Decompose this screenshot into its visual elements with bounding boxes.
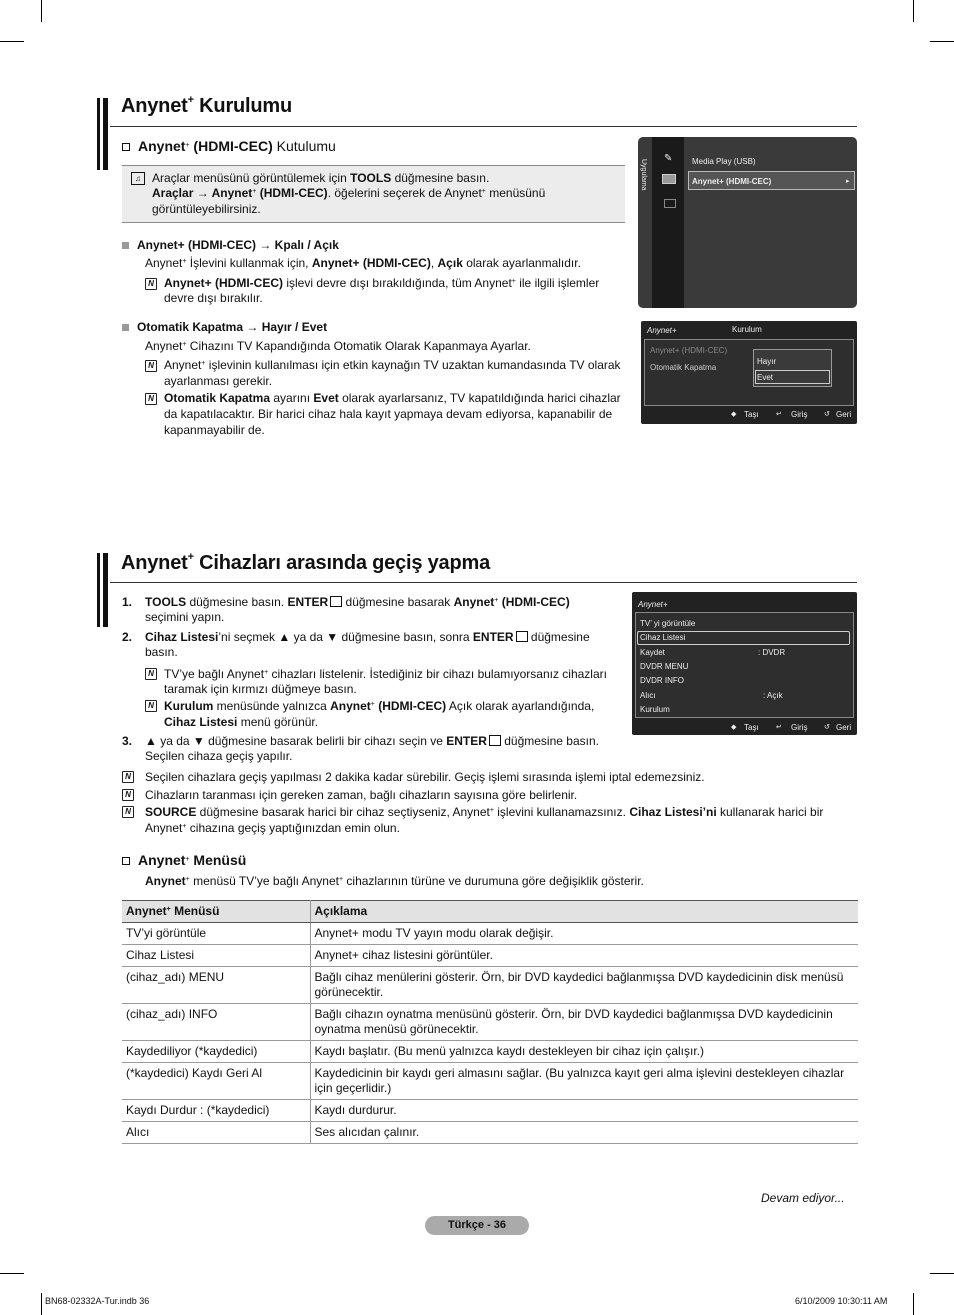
- table-cell-desc: Anynet+ modu TV yayın modu olarak değişir.: [310, 923, 858, 945]
- table-row: [122, 1100, 858, 1122]
- anynet-logo: Anynet+: [638, 600, 668, 609]
- anynet-logo: Anynet+: [647, 326, 677, 335]
- item2-line: Anynet+ Cihazını TV Kapandığında Otomatik Olarak Kapanmaya Ayarlar.: [145, 339, 531, 353]
- table-cell-menu: (*kaydedici) Kaydı Geri Al: [122, 1063, 310, 1100]
- note-icon: N: [122, 806, 134, 818]
- note-icon: N: [145, 393, 157, 405]
- crop-mark: [41, 0, 42, 22]
- item1-title: Anynet+ (HDMI-CEC) → Kpalı / Açık: [122, 238, 339, 254]
- note-icon: N: [145, 278, 157, 290]
- table-cell-menu: (cihaz_adı) INFO: [122, 1004, 310, 1041]
- nav-back: Geri: [836, 410, 852, 419]
- table-row: [122, 945, 858, 967]
- item2-note2-line2: da kapatılacaktır. Bir harici cihaz hala kayıt yapmaya devam ediyorsa, kapanabilir de: [164, 407, 613, 421]
- crop-mark: [930, 1273, 954, 1274]
- note-icon: N: [122, 771, 134, 783]
- crop-mark: [913, 0, 914, 22]
- table-row: [122, 967, 858, 1004]
- osd-record-value: : DVDR: [758, 648, 786, 657]
- osd-row-record[interactable]: Kaydet: [640, 648, 665, 657]
- section-bar: [97, 98, 100, 170]
- enter-icon: ↵: [776, 724, 782, 731]
- table-cell-menu: Cihaz Listesi: [122, 945, 310, 967]
- item2-note1: Anynet+ işlevinin kullanılması için etkin kaynağın TV uzaktan kumandasında TV olarak: [164, 358, 621, 372]
- osd-row-auto-off[interactable]: Otomatik Kapatma: [650, 363, 717, 372]
- table-cell-desc: Bağlı cihazın oynatma menüsünü gösterir. Örn, bir DVD kaydedici bağlanmışsa DVD kaydedicinin oynatma menüsü görünecektir.: [310, 1004, 858, 1041]
- section-bar: [97, 553, 100, 627]
- osd-side-label: Uygulama: [640, 159, 647, 191]
- step1-line2: seçimini yapın.: [145, 610, 225, 624]
- step2-note1: TV’ye bağlı Anynet+ cihazları listelenir. İstediğiniz bir cihazı bulamıyorsanız cihazları: [164, 667, 607, 681]
- return-icon: ↺: [824, 724, 830, 731]
- step3-text: ▲ ya da ▼ düğmesine basarak belirli bir cihazı seçin ve ENTER düğmesine basın.: [145, 734, 599, 748]
- anynet-menu-table: [122, 900, 858, 1144]
- table-cell-menu: Kaydediliyor (*kaydedici): [122, 1041, 310, 1063]
- osd-item-anynet[interactable]: Anynet+ (HDMI-CEC): [692, 177, 772, 186]
- updown-icon: ◆: [731, 411, 737, 418]
- table-cell-menu: TV’yi görüntüle: [122, 923, 310, 945]
- tools-line3: görüntüleyebilirsiniz.: [152, 202, 261, 216]
- osd-row-dvdr-info[interactable]: DVDR INFO: [640, 676, 684, 685]
- note-icon: N: [122, 789, 134, 801]
- osd-application-menu: [638, 137, 857, 308]
- table-cell-desc: Anynet+ cihaz listesini görüntüler.: [310, 945, 858, 967]
- enter-icon: ↵: [776, 411, 782, 418]
- note-icon: N: [145, 360, 157, 372]
- step1-num: 1.: [122, 595, 133, 609]
- step2-text: Cihaz Listesi’ni seçmek ▲ ya da ▼ düğmesine basın, sonra ENTER düğmesine: [145, 630, 590, 644]
- footer-date: 6/10/2009 10:30:11 AM: [795, 1296, 888, 1306]
- tools-line2: Araçlar → Anynet+ (HDMI-CEC). öğelerini seçerek de Anynet+ menüsünü: [152, 186, 546, 200]
- return-icon: ↺: [824, 411, 830, 418]
- table-header-desc: Açıklama: [310, 901, 858, 923]
- section-bar: [103, 98, 108, 170]
- osd-option-no[interactable]: Hayır: [757, 357, 777, 366]
- crop-mark: [41, 1293, 42, 1315]
- osd-row-device-list[interactable]: Cihaz Listesi: [640, 633, 686, 642]
- item1-note-line2: devre dışı bırakılır.: [164, 291, 263, 305]
- nav-move: Taşı: [744, 723, 759, 732]
- arrow-right-icon: ▸: [846, 178, 850, 185]
- table-row: [122, 1122, 858, 1144]
- table-row: [122, 1004, 858, 1041]
- table-row: [122, 923, 858, 945]
- osd-row-setup[interactable]: Kurulum: [640, 705, 670, 714]
- table-cell-desc: Ses alıcıdan çalınır.: [310, 1122, 858, 1144]
- table-header: [122, 901, 858, 923]
- tools-icon: ♫: [131, 172, 145, 185]
- continued-text: Devam ediyor...: [761, 1191, 845, 1205]
- crop-mark: [0, 1273, 24, 1274]
- step1-text: TOOLS düğmesine basın. ENTER düğmesine basarak Anynet+ (HDMI-CEC): [145, 595, 570, 609]
- wrench-icon: ✎: [664, 153, 673, 164]
- monitor-icon: [662, 174, 676, 184]
- osd-option-yes[interactable]: Evet: [757, 373, 774, 382]
- table-row: [122, 1041, 858, 1063]
- step2-note2: Kurulum menüsünde yalnızca Anynet+ (HDMI-CEC) Açık olarak ayarlandığında,: [164, 699, 595, 713]
- nav-enter: Giriş: [791, 723, 808, 732]
- page-number: Türkçe - 36: [425, 1216, 529, 1235]
- osd-item-media-play[interactable]: Media Play (USB): [692, 157, 756, 166]
- section2-note3-line2: Anynet+ cihazına geçiş yaptığınızdan emin olun.: [145, 821, 400, 835]
- table-row: [122, 1063, 858, 1100]
- step2-note1-line2: taramak için kırmızı düğmeye basın.: [164, 682, 357, 696]
- osd-row-anynet: Anynet+ (HDMI-CEC): [650, 346, 728, 355]
- section1-title: Anynet+ Kurulumu: [121, 94, 293, 117]
- item2-note2: Otomatik Kapatma ayarını Evet olarak ayarlarsanız, TV kapatıldığında harici cihazlar: [164, 391, 621, 405]
- nav-enter: Giriş: [791, 410, 808, 419]
- tools-line1: Araçlar menüsünü görüntülemek için TOOLS düğmesine basın.: [152, 171, 490, 185]
- crop-mark: [913, 1293, 914, 1315]
- table-cell-menu: (cihaz_adı) MENU: [122, 967, 310, 1004]
- table-cell-menu: Alıcı: [122, 1122, 310, 1144]
- nav-back: Geri: [836, 723, 852, 732]
- table-cell-desc: Kaydı başlatır. (Bu menü yalnızca kaydı destekleyen bir cihaz için çalışır.): [310, 1041, 858, 1063]
- item2-title: Otomatik Kapatma → Hayır / Evet: [122, 320, 327, 336]
- table-cell-desc: Bağlı cihaz menülerini gösterir. Örn, bir DVD kaydedici bağlanmışsa DVD kaydedicinin disk menüsü görünecektir.: [310, 967, 858, 1004]
- title-rule: [110, 582, 857, 583]
- item2-note2-line3: kapanmayabilir de.: [164, 423, 265, 437]
- table-header-menu: Anynet+ Menüsü: [122, 901, 310, 923]
- osd-row-dvdr-menu[interactable]: DVDR MENU: [640, 662, 689, 671]
- table-cell-desc: Kaydı durdurur.: [310, 1100, 858, 1122]
- title-rule: [110, 126, 857, 127]
- updown-icon: ◆: [731, 724, 737, 731]
- osd-row-receiver[interactable]: Alıcı: [640, 691, 656, 700]
- item1-line: Anynet+ İşlevini kullanmak için, Anynet+ (HDMI-CEC), Açık olarak ayarlanmalıdır.: [145, 256, 581, 270]
- menu-description: Anynet+ menüsü TV’ye bağlı Anynet+ cihazlarının türüne ve durumuna göre değişiklik gösterir.: [145, 874, 644, 888]
- crop-mark: [930, 41, 954, 42]
- item2-note1-line2: ayarlanması gerekir.: [164, 374, 273, 388]
- step3-num: 3.: [122, 734, 133, 748]
- step2-line2: basın.: [145, 645, 178, 659]
- section2-note1: Seçilen cihazlara geçiş yapılması 2 dakika kadar sürebilir. Geçiş işlemi sırasında işlemi iptal edemezsiniz.: [145, 770, 705, 784]
- sub-heading: Anynet+ (HDMI-CEC) Kutulumu: [122, 139, 336, 155]
- menu-heading: Anynet+ Menüsü: [122, 853, 246, 869]
- section2-note2: Cihazların taranması için gereken zaman, bağlı cihazların sayısına göre belirlenir.: [145, 788, 578, 802]
- step3-line2: Seçilen cihaza geçiş yapılır.: [145, 749, 293, 763]
- footer-file: BN68-02332A-Tur.indb 36: [45, 1296, 150, 1306]
- table-cell-menu: Kaydı Durdur : (*kaydedici): [122, 1100, 310, 1122]
- osd-title: Kurulum: [732, 325, 762, 334]
- item1-note: Anynet+ (HDMI-CEC) işlevi devre dışı bırakıldığında, tüm Anynet+ ile ilgili işlemler: [164, 276, 600, 290]
- osd-row-view-tv[interactable]: TV’ yi görüntüle: [640, 619, 696, 628]
- osd-anynet-menu: [632, 592, 857, 735]
- note-icon: N: [145, 700, 157, 712]
- nav-move: Taşı: [744, 410, 759, 419]
- osd-receiver-value: : Açık: [763, 691, 783, 700]
- crop-mark: [0, 41, 24, 42]
- step2-num: 2.: [122, 630, 133, 644]
- step2-note2-line2: Cihaz Listesi menü görünür.: [164, 715, 319, 729]
- note-icon: N: [145, 668, 157, 680]
- section-bar: [103, 553, 108, 627]
- osd-setup-menu: [641, 321, 857, 424]
- section2-note3: SOURCE düğmesine basarak harici bir cihaz seçtiyseniz, Anynet+ işlevini kullanamazsınız. Cihaz Listesi’ni kullanarak harici bir: [145, 805, 824, 819]
- help-icon: [664, 199, 676, 208]
- table-cell-desc: Kaydedicinin bir kaydı geri almasını sağlar. (Bu yalnızca kayıt geri alma işlevini destekleyen cihazlar için geçerlidir.): [310, 1063, 858, 1100]
- section2-title: Anynet+ Cihazları arasında geçiş yapma: [121, 551, 490, 574]
